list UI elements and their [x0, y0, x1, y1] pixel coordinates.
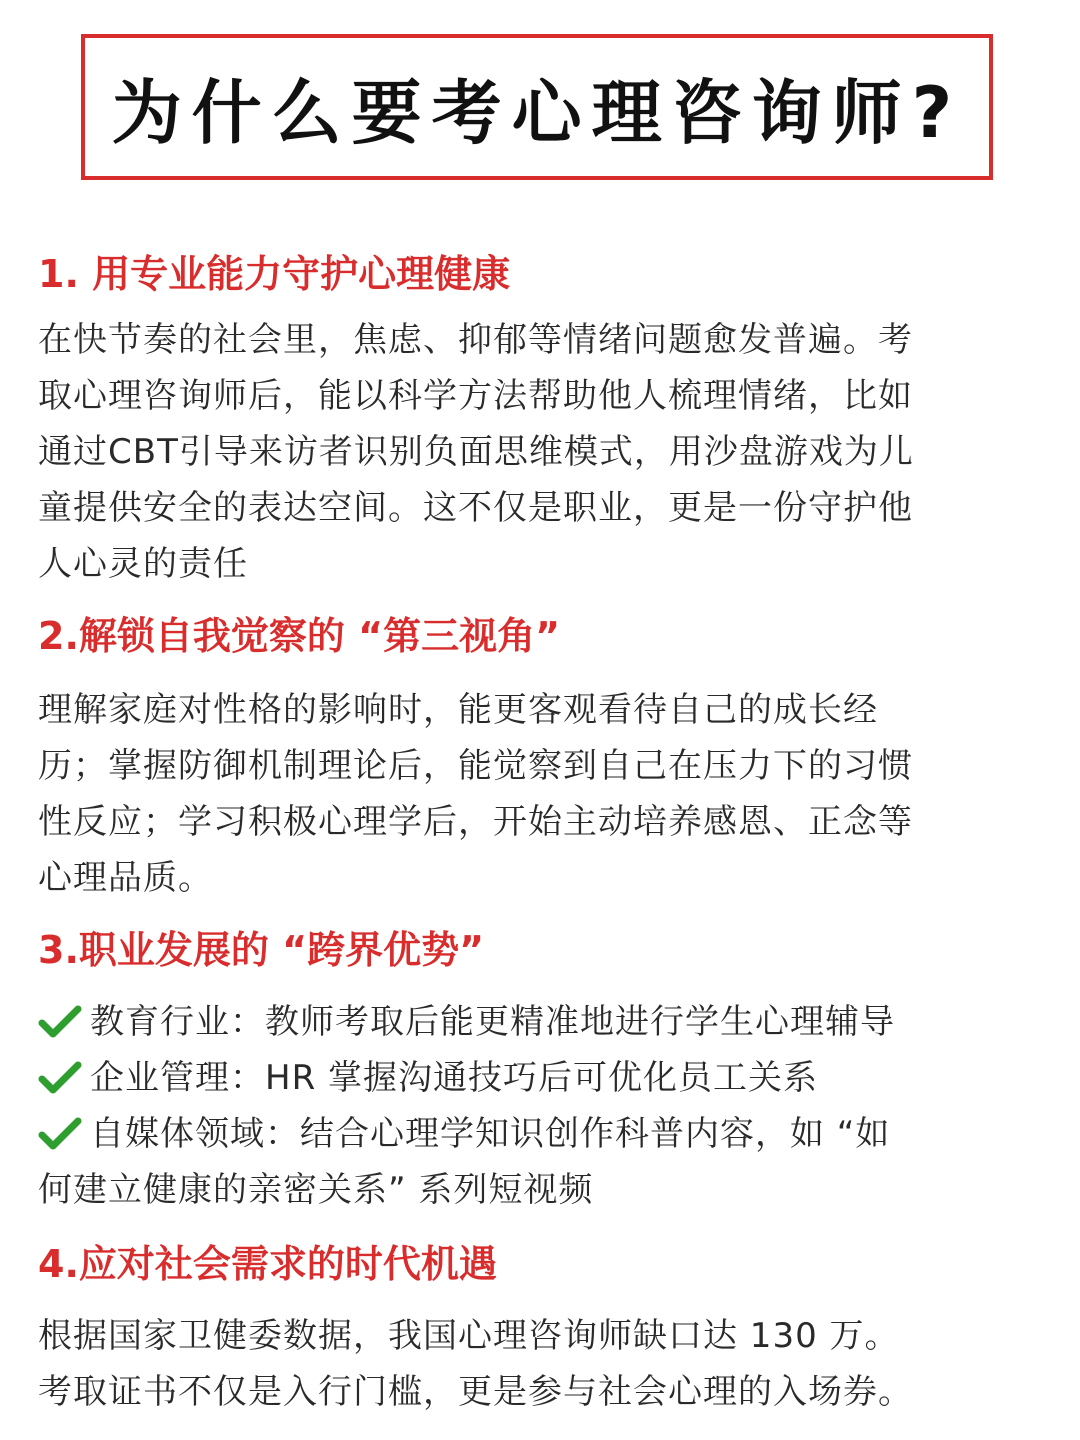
list-item-text: 教育行业：教师考取后能更精准地进行学生心理辅导: [90, 1002, 895, 1042]
title-box: [81, 34, 993, 180]
list-item: [38, 1106, 1048, 1162]
article-body: [38, 236, 1048, 1420]
text-line: 心理品质。: [38, 858, 213, 898]
list-item-continuation: 何建立健康的亲密关系” 系列短视频: [38, 1170, 594, 1210]
section-4-heading: 4.应对社会需求的时代机遇: [38, 1242, 497, 1286]
section-1-paragraph: [38, 312, 1048, 592]
green-check-icon: [38, 1004, 82, 1040]
text-line: 童提供安全的表达空间。这不仅是职业，更是一份守护他: [38, 488, 913, 528]
text-line: 人心灵的责任: [38, 544, 248, 584]
list-item: [38, 1050, 1048, 1106]
text-line: 性反应；学习积极心理学后，开始主动培养感恩、正念等: [38, 802, 913, 842]
text-line: 在快节奏的社会里，焦虑、抑郁等情绪问题愈发普遍。考: [38, 320, 913, 360]
text-line: 考取证书不仅是入行门槛，更是参与社会心理的入场券。: [38, 1372, 913, 1412]
section-1-heading: 1. 用专业能力守护心理健康: [38, 252, 511, 296]
section-3-list: [38, 994, 1048, 1218]
list-item-text: 自媒体领域：结合心理学知识创作科普内容，如 “如: [90, 1114, 891, 1154]
section-2-heading: 2.解锁自我觉察的 “第三视角”: [38, 614, 561, 658]
section-2-paragraph: [38, 682, 1048, 906]
list-item: [38, 994, 1048, 1050]
green-check-icon: [38, 1116, 82, 1152]
page-title: 为什么要考心理咨询师?: [111, 71, 963, 154]
text-line: 理解家庭对性格的影响时，能更客观看待自己的成长经: [38, 690, 878, 730]
text-line: 历；掌握防御机制理论后，能觉察到自己在压力下的习惯: [38, 746, 913, 786]
green-check-icon: [38, 1060, 82, 1096]
text-line: 根据国家卫健委数据，我国心理咨询师缺口达 130 万。: [38, 1316, 900, 1356]
text-line: 取心理咨询师后，能以科学方法帮助他人梳理情绪，比如: [38, 376, 913, 416]
section-3-heading: 3.职业发展的 “跨界优势”: [38, 928, 485, 972]
list-item-text: 企业管理：HR 掌握沟通技巧后可优化员工关系: [90, 1058, 818, 1098]
section-4-paragraph: [38, 1308, 1048, 1420]
text-line: 通过CBT引导来访者识别负面思维模式，用沙盘游戏为儿: [38, 432, 914, 472]
